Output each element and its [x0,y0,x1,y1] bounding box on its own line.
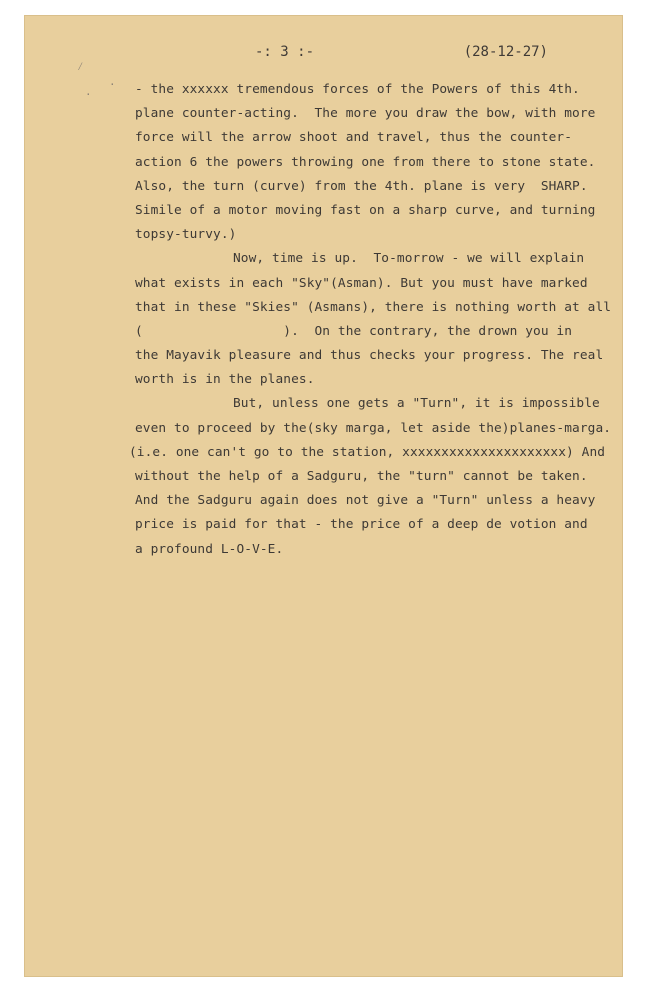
text-line: without the help of a Sadguru, the "turn" cannot be taken. [135,469,588,484]
page-header [25,44,622,64]
pencil-dot: · [85,88,92,101]
text-line: the Mayavik pleasure and thus checks your progress. The real [135,348,604,364]
text-line: But, unless one gets a "Turn", it is impossible [233,396,600,412]
text-line: Also, the turn (curve) from the 4th. plane is very SHARP. [135,178,588,194]
text-line: And the Sadguru again does not give a "Turn" unless a heavy [135,493,596,509]
document-page [25,16,622,976]
text-line: worth is in the planes. [135,372,315,388]
text-line: force will the arrow shoot and travel, thus the counter- [135,130,573,146]
text-line: - the xxxxxx tremendous forces of the Powers of this 4th. [135,82,580,97]
text-line: ( ). On the contrary, the drown you in [135,323,573,339]
text-line: a profound L-O-V-E. [135,541,284,557]
text-line: what exists in each "Sky"(Asman). But you must have marked [135,275,588,291]
text-line: price is paid for that - the price of a deep de votion and [135,517,588,533]
text-line: even to proceed by the(sky marga, let aside the)planes-marga. [135,420,612,436]
text-line: topsy-turvy.) [135,227,237,243]
text-line: Now, time is up. To-morrow - we will explain [233,251,585,267]
letter-body [129,78,612,562]
text-line: action 6 the powers throwing one from there to stone state. [135,154,596,170]
page-number: -: 3 :- [255,44,315,60]
pencil-mark: ⁄ [77,60,84,73]
text-line: plane counter-acting. The more you draw the bow, with more [135,106,596,122]
text-line: Simile of a motor moving fast on a sharp curve, and turning [135,202,596,218]
text-line: (i.e. one can't go to the station, xxxxxxxxxxxxxxxxxxxxx) And [129,444,606,460]
text-line: that in these "Skies" (Asmans), there is nothing worth at all [135,299,612,315]
pencil-dot: · [109,78,116,91]
page-date: (28-12-27) [463,44,548,60]
